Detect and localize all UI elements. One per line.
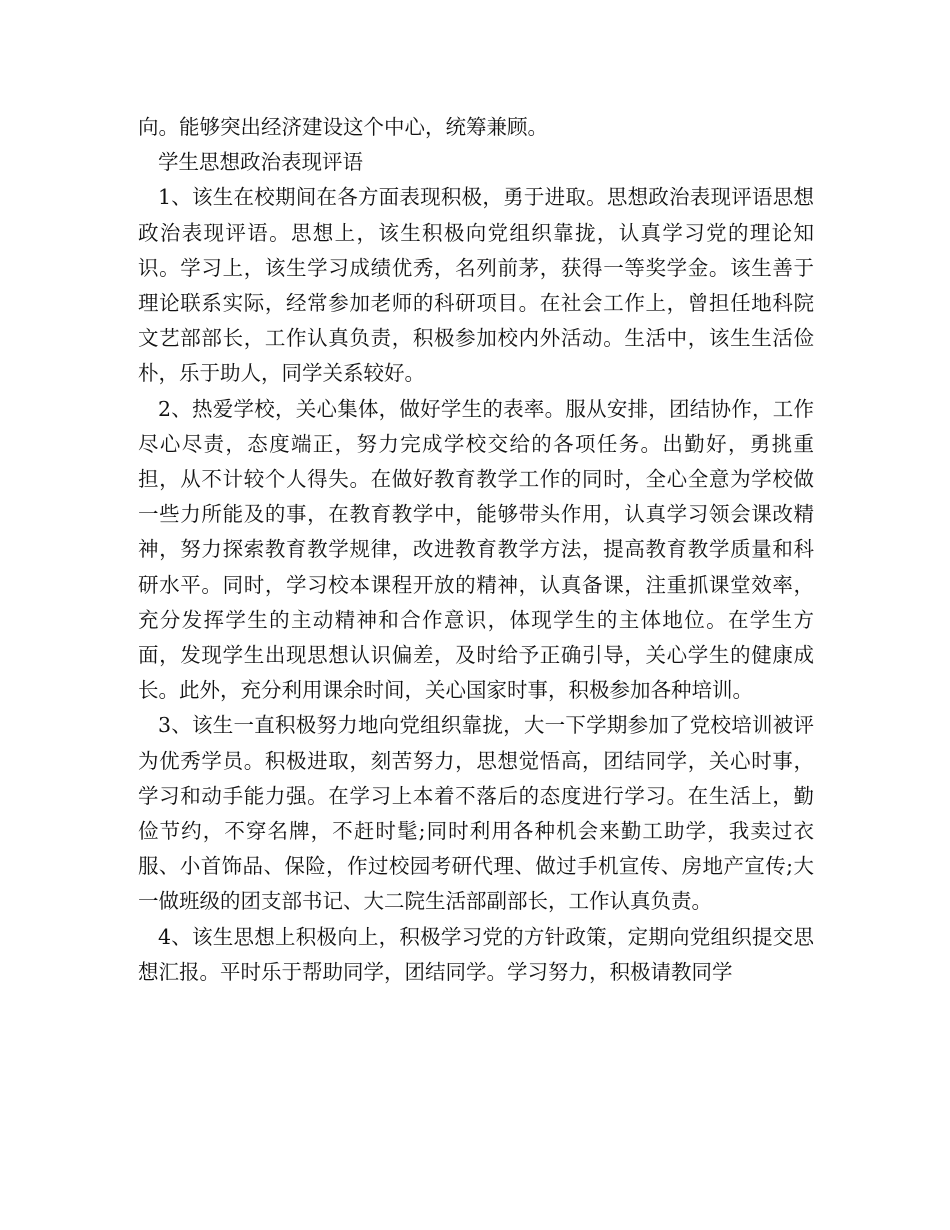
continuation-paragraph: 向。能够突出经济建设这个中心，统筹兼顾。 xyxy=(138,115,548,139)
comment-paragraph-3: 3、该生一直积极努力地向党组织靠拢，大一下学期参加了党校培训被评为优秀学员。积极进取，刻苦努力，思想觉悟高，团结同学，关心时事，学习和动手能力强。在学习上本着不落后的态度进行学习。在生活上，勤俭节约，不穿名牌，不赶时髦;同时利用各种机会来勤工助学，我卖过衣服、小首饰品、保险，作过校园考研代理、做过手机宣传、房地产宣传;大一做班级的团支部书记、大二院生活部副部长，工作认真负责。 xyxy=(138,713,814,914)
comment-paragraph-2: 2、热爱学校，关心集体，做好学生的表率。服从安排，团结协作，工作尽心尽责，态度端正，努力完成学校交给的各项任务。出勤好，勇挑重担，从不计较个人得失。在做好教育教学工作的同时，全心全意为学校做一些力所能及的事，在教育教学中，能够带头作用，认真学习领会课改精神，努力探索教育教学规律，改进教育教学方法，提高教育教学质量和科研水平。同时，学习校本课程开放的精神，认真备课，注重抓课堂效率，充分发挥学生的主动精神和合作意识，体现学生的主体地位。在学生方面，发现学生出现思想认识偏差，及时给予正确引导，关心学生的健康成长。此外，充分利用课余时间，关心国家时事，积极参加各种培训。 xyxy=(138,396,814,703)
comment-paragraph-4: 4、该生思想上积极向上，积极学习党的方针政策，定期向党组织提交思想汇报。平时乐于帮助同学，团结同学。学习努力，积极请教同学 xyxy=(138,924,814,984)
section-heading: 学生思想政治表现评语 xyxy=(158,150,363,175)
document-body xyxy=(138,110,814,990)
comment-paragraph-1: 1、该生在校期间在各方面表现积极，勇于进取。思想政治表现评语思想政治表现评语。思想上，该生积极向党组织靠拢，认真学习党的理论知识。学习上，该生学习成绩优秀，名列前茅，获得一等奖学金。该生善于理论联系实际，经常参加老师的科研项目。在社会工作上，曾担任地科院文艺部部长，工作认真负责，积极参加校内外活动。生活中，该生生活俭朴，乐于助人，同学关系较好。 xyxy=(138,185,814,386)
